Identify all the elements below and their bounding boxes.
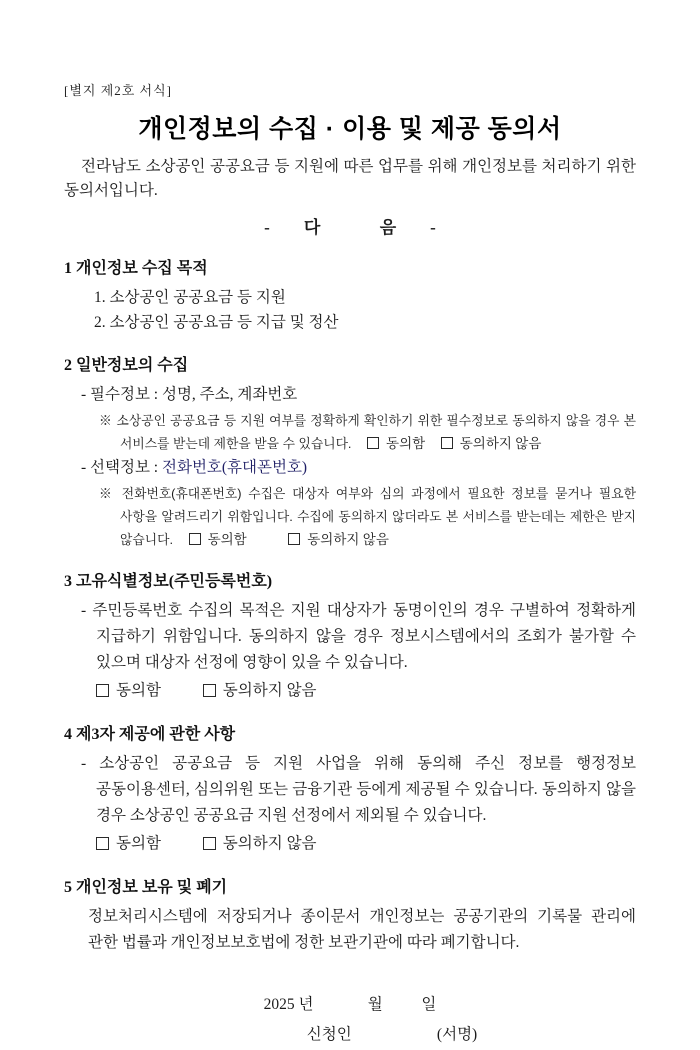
section-third-party <box>64 721 636 857</box>
checkbox-row <box>64 831 636 857</box>
checkbox-label: 동의하지 않음 <box>307 532 389 547</box>
checkbox-icon[interactable] <box>203 684 216 697</box>
agree-checkbox-optional[interactable] <box>189 528 247 551</box>
disagree-checkbox-unique-id[interactable] <box>203 678 317 704</box>
disagree-checkbox-third-party[interactable] <box>203 831 317 857</box>
form-tag: [별지 제2호 서식] <box>64 83 173 98</box>
checkbox-icon[interactable] <box>441 437 453 449</box>
section-retention-disposal <box>64 874 636 956</box>
daum-divider: - 다 음 - <box>264 218 436 237</box>
checkbox-label: 동의함 <box>116 682 161 699</box>
disagree-checkbox-optional[interactable] <box>288 528 389 551</box>
section-unique-id-info <box>64 568 636 704</box>
checkbox-icon[interactable] <box>288 533 300 545</box>
checkbox-icon[interactable] <box>96 684 109 697</box>
section-heading: 4 제3자 제공에 관한 사항 <box>64 726 236 743</box>
signature-block <box>64 990 636 1050</box>
note-text: ※ 소상공인 공공요금 등 지원 여부를 정확하게 확인하기 위한 필수정보로 동의하지 않을 경우 본 서비스를 받는데 제한을 받을 수 있습니다. <box>99 413 636 451</box>
checkbox-icon[interactable] <box>96 837 109 850</box>
section-heading: 5 개인정보 보유 및 폐기 <box>64 879 228 896</box>
disagree-checkbox-required[interactable] <box>441 432 542 455</box>
optional-info-note <box>64 482 636 551</box>
signature-date-line: 2025 년 월 일 <box>263 996 437 1013</box>
checkbox-label: 동의하지 않음 <box>222 835 317 852</box>
list-item: 2. 소상공인 공공요금 등 지급 및 정산 <box>94 314 339 331</box>
page-title: 개인정보의 수집 · 이용 및 제공 동의서 <box>138 115 562 143</box>
section-general-info <box>64 352 636 551</box>
checkbox-label: 동의함 <box>207 532 247 547</box>
checkbox-label: 동의함 <box>386 436 426 451</box>
optional-info-value: 전화번호(휴대폰번호) <box>162 459 308 476</box>
section-heading: 2 일반정보의 수집 <box>64 357 189 374</box>
section-body: 정보처리시스템에 저장되거나 종이문서 개인정보는 공공기관의 기록물 관리에 관한 법률과 개인정보보호법에 정한 보관기관에 따라 폐기합니다. <box>88 908 636 951</box>
checkbox-row <box>64 678 636 704</box>
list-item: 1. 소상공인 공공요금 등 지원 <box>94 289 286 306</box>
checkbox-icon[interactable] <box>367 437 379 449</box>
section-body: - 소상공인 공공요금 등 지원 사업을 위해 동의해 주신 정보를 행정정보 공동이용센터, 심의위원 또는 금융기관 등에게 제공될 수 있습니다. 동의하지 않을 경우 소상공인 공공요금 지원 선정에서 제외될 수 있습니다. <box>81 755 636 824</box>
section-heading: 1 개인정보 수집 목적 <box>64 260 208 277</box>
section-heading: 3 고유식별정보(주민등록번호) <box>64 573 273 590</box>
intro-paragraph: 전라남도 소상공인 공공요금 등 지원에 따른 업무를 위해 개인정보를 처리하기 위한 동의서입니다. <box>64 158 636 199</box>
checkbox-label: 동의함 <box>116 835 161 852</box>
section-collection-purpose <box>64 255 636 335</box>
checkbox-icon[interactable] <box>189 533 201 545</box>
checkbox-label: 동의하지 않음 <box>222 682 317 699</box>
optional-info-line <box>64 455 636 480</box>
agree-checkbox-unique-id[interactable] <box>96 678 161 704</box>
required-info-line: - 필수정보 : 성명, 주소, 계좌번호 <box>81 386 298 403</box>
checkbox-icon[interactable] <box>203 837 216 850</box>
agree-checkbox-required[interactable] <box>367 432 425 455</box>
section-body: - 주민등록번호 수집의 목적은 지원 대상자가 동명이인의 경우 구별하여 정확하게 지급하기 위함입니다. 동의하지 않을 경우 정보시스템에서의 조회가 불가할 수 있으며 대상자 선정에 영향이 있을 수 있습니다. <box>81 602 636 671</box>
checkbox-label: 동의하지 않음 <box>459 436 542 451</box>
optional-info-label: - 선택정보 : <box>81 459 162 476</box>
agree-checkbox-third-party[interactable] <box>96 831 161 857</box>
signature-applicant-line: 신청인 (서명) <box>306 1026 478 1043</box>
note-text: ※ 전화번호(휴대폰번호) 수집은 대상자 여부와 심의 과정에서 필요한 정보를 묻거나 필요한 사항을 알려드리기 위함입니다. 수집에 동의하지 않더라도 본 서비스를 받는데는 제한은 받지 않습니다. <box>99 486 636 547</box>
required-info-note <box>64 409 636 455</box>
